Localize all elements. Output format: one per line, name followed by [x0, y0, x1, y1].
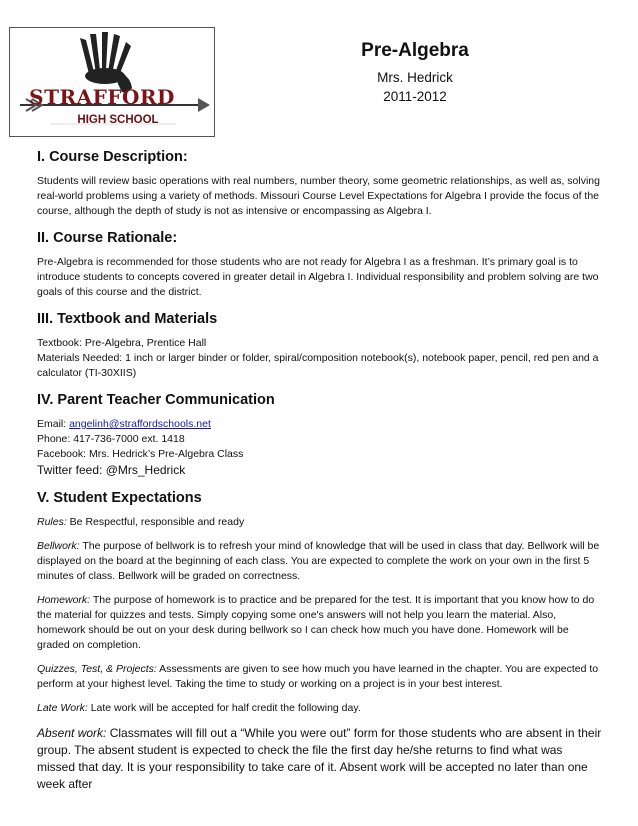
email-label: Email: — [37, 418, 70, 430]
facebook-line: Facebook: Mrs. Hedrick’s Pre-Algebra Class — [37, 448, 244, 460]
bellwork-text: The purpose of bellwork is to refresh your mind of knowledge that will be used in class that day. Bellwork will be displayed on the board at the beginning of each class. You are expected to complete the work on your own in the first 5 minutes of class. Bellwork will be graded on correctness. — [37, 540, 600, 582]
rules-text: Be Respectful, responsible and ready — [66, 516, 245, 528]
section-heading: III. Textbook and Materials — [37, 311, 218, 327]
course-title: Pre-Algebra — [361, 40, 469, 61]
bellwork-paragraph — [37, 539, 603, 584]
homework-paragraph — [37, 593, 603, 653]
quizzes-label: Quizzes, Test, & Projects: — [37, 663, 157, 675]
school-logo — [9, 27, 215, 137]
section-heading: II. Course Rationale: — [37, 230, 178, 246]
section-text: Pre-Algebra is recommended for those students who are not ready for Algebra I as a freshman. It’s primary goal is to introduce students to concepts covered in greater detail in Algebra I. Individual responsibility and problem solving are two goals of this course and the district. — [37, 256, 599, 298]
late-work-label: Late Work: — [37, 702, 88, 714]
section-heading: I. Course Description: — [37, 149, 188, 165]
textbook-line: Textbook: Pre-Algebra, Prentice Hall — [37, 337, 207, 349]
section-course-description — [37, 146, 603, 219]
rules-label: Rules: — [37, 516, 67, 528]
email-link[interactable]: angelinh@straffordschools.net — [69, 418, 211, 430]
quizzes-text: Assessments are given to see how much you have learned in the chapter. You are expected to perform at your highest level. Taking the time to study or working on a project is in your best interest. — [37, 663, 599, 690]
late-work-text: Late work will be accepted for half credit the following day. — [87, 702, 361, 714]
section-course-rationale — [37, 227, 603, 300]
phone-line: Phone: 417-736-7000 ext. 1418 — [37, 433, 185, 445]
section-student-expectations — [37, 487, 603, 793]
teacher-name: Mrs. Hedrick — [377, 70, 453, 85]
section-heading: V. Student Expectations — [37, 490, 202, 506]
section-heading: IV. Parent Teacher Communication — [37, 392, 275, 408]
quizzes-paragraph — [37, 662, 603, 692]
school-year: 2011-2012 — [383, 89, 447, 104]
rules-paragraph — [37, 515, 603, 530]
section-textbook-materials — [37, 308, 603, 381]
email-line — [37, 417, 603, 432]
absent-work-paragraph — [37, 725, 603, 793]
twitter-line: Twitter feed: @Mrs_Hedrick — [37, 463, 186, 477]
document-header — [300, 40, 530, 106]
bellwork-label: Bellwork: — [37, 540, 80, 552]
section-text: Students will review basic operations with real numbers, number theory, some geometric relationships, as well as, solving real-world problems using a variety of methods. Missouri Course Level Expectations for Algebra I provide the focus of the course, although the depth of study is not as intensive or encompassing as Algebra I. — [37, 175, 600, 217]
materials-line: Materials Needed: 1 inch or larger binder or folder, spiral/composition notebook(s), notebook paper, pencil, red pen and a calculator (TI-30XIIS) — [37, 352, 599, 379]
logo-subtitle: HIGH SCHOOL — [77, 114, 159, 126]
absent-work-label: Absent work: — [37, 726, 107, 740]
section-communication — [37, 389, 603, 479]
late-work-paragraph — [37, 701, 603, 716]
absent-work-text: Classmates will fill out a “While you were out” form for those students who are absent in their group. The absent student is expected to check the file the first day he/she returns to find what was missed that day. It is your responsibility to take care of it. Absent work will be accepted no later than one week after — [37, 726, 602, 791]
homework-label: Homework: — [37, 594, 91, 606]
logo-school-name: STRAFFORD — [29, 85, 175, 109]
homework-text: The purpose of homework is to practice and be prepared for the test. It is important that you know how to do the material for quizzes and tests. Simply copying some one's answers will not help you learn the material. Also, homework should be out on your desk during bellwork so I can check how much you have done. Homework will be graded on completion. — [37, 594, 595, 651]
syllabus-body — [37, 146, 603, 801]
